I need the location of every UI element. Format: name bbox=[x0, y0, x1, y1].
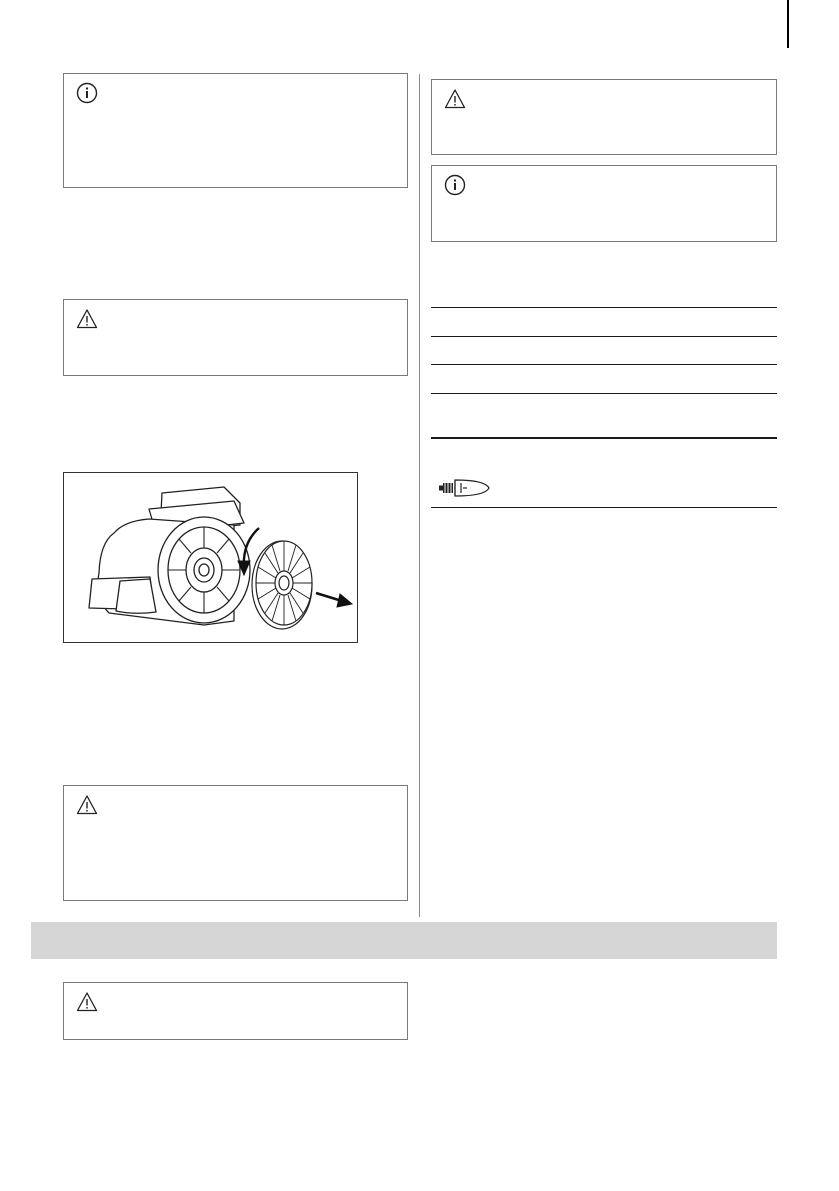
table-rule bbox=[431, 437, 777, 439]
led-bulb-icon bbox=[437, 477, 491, 499]
warning-notice-box bbox=[63, 982, 408, 1040]
section-header-bar bbox=[31, 922, 777, 959]
warning-icon bbox=[76, 308, 98, 330]
remove-arrow-icon bbox=[316, 593, 352, 607]
lamp-row bbox=[431, 468, 777, 508]
table-rule bbox=[431, 507, 777, 508]
warning-icon bbox=[76, 794, 98, 816]
warning-icon bbox=[76, 991, 98, 1013]
warning-notice-box bbox=[63, 299, 408, 376]
warning-notice-box bbox=[63, 785, 408, 901]
info-icon bbox=[444, 174, 466, 196]
page-corner-mark bbox=[787, 0, 789, 48]
info-notice-box bbox=[63, 73, 408, 188]
table-rule bbox=[431, 393, 777, 394]
table-rule bbox=[431, 336, 777, 337]
warning-icon bbox=[444, 88, 466, 110]
filter-removal-illustration bbox=[64, 473, 357, 642]
warning-notice-box bbox=[431, 79, 777, 155]
table-rule bbox=[431, 307, 777, 308]
filter-removal-figure bbox=[63, 472, 358, 643]
table-rule bbox=[431, 364, 777, 365]
info-icon bbox=[76, 82, 98, 104]
charcoal-filter-icon bbox=[252, 541, 312, 629]
column-divider bbox=[419, 74, 420, 917]
info-notice-box bbox=[431, 165, 777, 242]
